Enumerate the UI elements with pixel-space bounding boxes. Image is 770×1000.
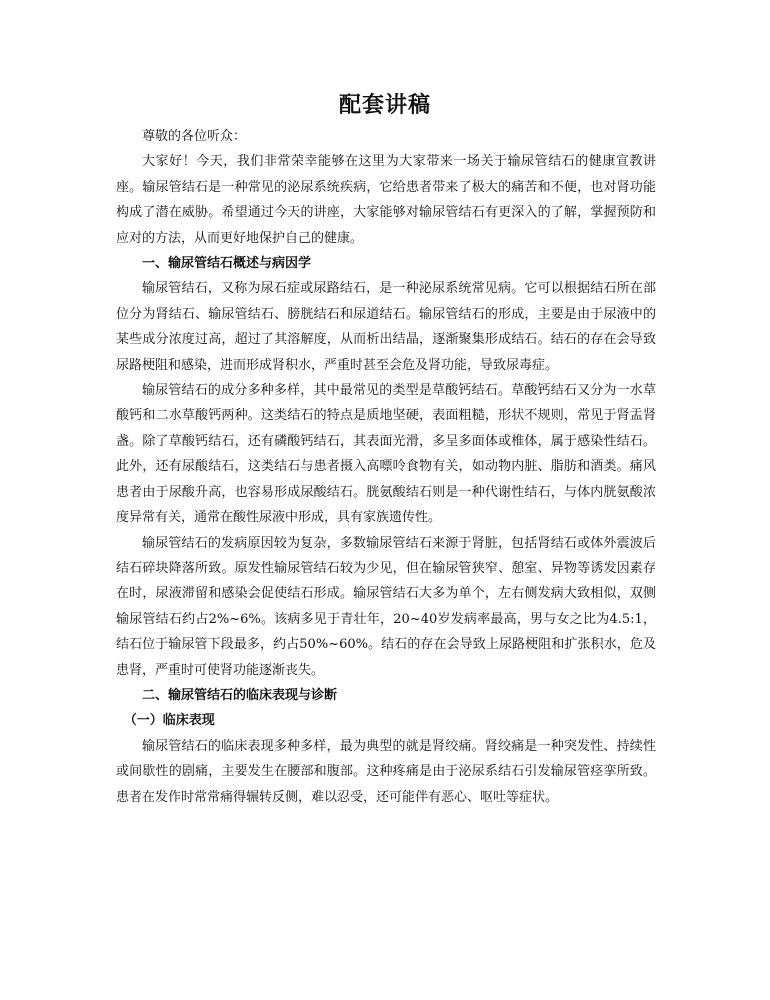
intro-paragraph: 大家好！今天，我们非常荣幸能够在这里为大家带来一场关于输尿管结石的健康宣教讲座。输尿管结石是一种常见的泌尿系统疾病，它给患者带来了极大的痛苦和不便，也对肾功能构成了潜在威胁。希望通过今天的讲座，大家能够对输尿管结石有更深入的了解，掌握预防和应对的方法，从而更好地保护自己的健康。 [116,154,656,246]
greeting-paragraph: 尊敬的各位听众： [142,129,247,144]
document-body [116,124,656,810]
document-title: 配套讲稿 [338,92,431,118]
section-1-heading: 一、输尿管结石概述与病因学 [142,256,312,272]
section-2-heading: 二、输尿管结石的临床表现与诊断 [142,687,338,703]
section-1-paragraph-1: 输尿管结石，又称为尿石症或尿路结石，是一种泌尿系统常见病。它可以根据结石所在部位分为肾结石、输尿管结石、膀胱结石和尿道结石。输尿管结石的形成，主要是由于尿液中的某些成分浓度过高，超过了其溶解度，从而析出结晶，逐渐聚集形成结石。结石的存在会导致尿路梗阻和感染，进而形成肾积水，严重时甚至会危及肾功能，导致尿毒症。 [116,281,656,373]
section-2-paragraph-1: 输尿管结石的临床表现多种多样，最为典型的就是肾绞痛。肾绞痛是一种突发性、持续性或间歇性的剧痛，主要发生在腰部和腹部。这种疼痛是由于泌尿系结石引发输尿管痉挛所致。患者在发作时常常痛得辗转反侧，难以忍受，还可能伴有恶心、呕吐等症状。 [116,738,656,805]
section-1-paragraph-3: 输尿管结石的发病原因较为复杂，多数输尿管结石来源于肾脏，包括肾结石或体外震波后结石碎块降落所致。原发性输尿管结石较为少见，但在输尿管狭窄、憩室、异物等诱发因素存在时，尿液滞留和感染会促使结石形成。输尿管结石大多为单个，左右侧发病大致相似，双侧输尿管结石约占2%~6%。该病多见于青壮年，20~40岁发病率最高，男与女之比为4.5:1，结石位于输尿管下段最多，约占50%~60%。结石的存在会导致上尿路梗阻和扩张积水，危及患肾，严重时可使肾功能逐渐丧失。 [116,535,656,678]
section-1-paragraph-2: 输尿管结石的成分多种多样，其中最常见的类型是草酸钙结石。草酸钙结石又分为一水草酸钙和二水草酸钙两种。这类结石的特点是质地坚硬，表面粗糙，形状不规则，常见于肾盂肾盏。除了草酸钙结石，还有磷酸钙结石，其表面光滑，多呈多面体或椎体，属于感染性结石。此外，还有尿酸结石，这类结石与患者摄入高嘌呤食物有关，如动物内脏、脂肪和酒类。痛风患者由于尿酸升高，也容易形成尿酸结石。胱氨酸结石则是一种代谢性结石，与体内胱氨酸浓度异常有关，通常在酸性尿液中形成，具有家族遗传性。 [116,383,656,526]
section-2-subheading: （一）临床表现 [123,713,215,729]
